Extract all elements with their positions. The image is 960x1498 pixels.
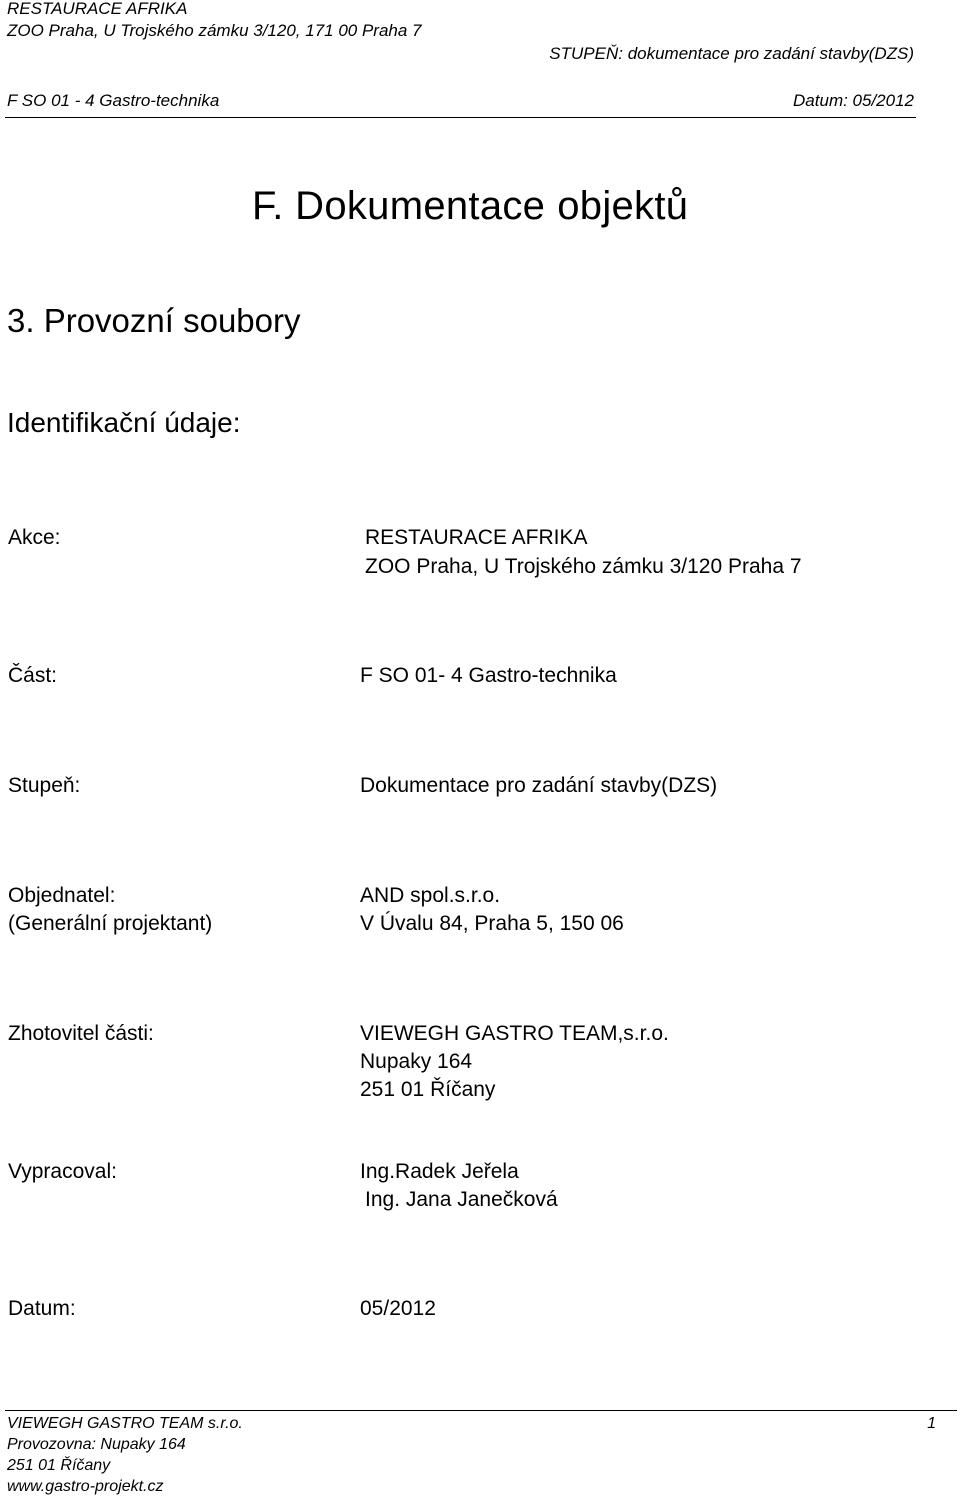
zhotovitel-value-street: Nupaky 164	[360, 1050, 473, 1073]
footer-divider	[5, 1410, 957, 1411]
footer-company: VIEWEGH GASTRO TEAM s.r.o.	[7, 1415, 243, 1432]
header-divider	[5, 117, 916, 118]
section-heading: 3. Provozní soubory	[7, 302, 301, 339]
vypracoval-label: Vypracoval:	[8, 1160, 117, 1183]
datum-label: Datum:	[8, 1297, 76, 1320]
objednatel-value-name: AND spol.s.r.o.	[360, 884, 501, 907]
stupen-label: Stupeň:	[8, 774, 81, 797]
footer-web: www.gastro-projekt.cz	[7, 1478, 164, 1495]
cast-label: Část:	[8, 664, 58, 687]
akce-value-address: ZOO Praha, U Trojského zámku 3/120 Praha 7	[365, 555, 802, 578]
akce-value-name: RESTAURACE AFRIKA	[365, 526, 588, 549]
zhotovitel-label: Zhotovitel části:	[8, 1022, 154, 1045]
zhotovitel-value-city: 251 01 Říčany	[360, 1078, 496, 1101]
document-title	[252, 184, 688, 229]
header-date: Datum: 05/2012	[793, 91, 914, 110]
header-project-address: ZOO Praha, U Trojského zámku 3/120, 171 00 Praha 7	[7, 21, 422, 40]
header-part: F SO 01 - 4 Gastro-technika	[7, 91, 220, 110]
document-title-part2: objektů	[557, 184, 689, 228]
header-stage: STUPEŇ: dokumentace pro zadání stavby(DZS)	[549, 44, 914, 63]
zhotovitel-value-name: VIEWEGH GASTRO TEAM,s.r.o.	[360, 1022, 669, 1045]
vypracoval-value-2: Ing. Jana Janečková	[365, 1188, 558, 1211]
vypracoval-value-1: Ing.Radek Jeřela	[360, 1160, 519, 1183]
header-project-name: RESTAURACE AFRIKA	[7, 0, 188, 18]
footer-city: 251 01 Říčany	[7, 1457, 111, 1474]
akce-label: Akce:	[8, 526, 61, 549]
footer-page-number: 1	[927, 1415, 936, 1432]
subsection-heading: Identifikační údaje:	[7, 407, 241, 438]
objednatel-label: Objednatel:	[8, 884, 116, 907]
cast-value: F SO 01- 4 Gastro-technika	[360, 664, 617, 687]
datum-value: 05/2012	[360, 1297, 436, 1320]
objednatel-sublabel: (Generální projektant)	[8, 912, 213, 935]
objednatel-value-address: V Úvalu 84, Praha 5, 150 06	[360, 912, 624, 935]
stupen-value: Dokumentace pro zadání stavby(DZS)	[360, 774, 718, 797]
footer-office: Provozovna: Nupaky 164	[7, 1436, 186, 1453]
document-title-part1: F. Dokumentace	[252, 184, 546, 228]
